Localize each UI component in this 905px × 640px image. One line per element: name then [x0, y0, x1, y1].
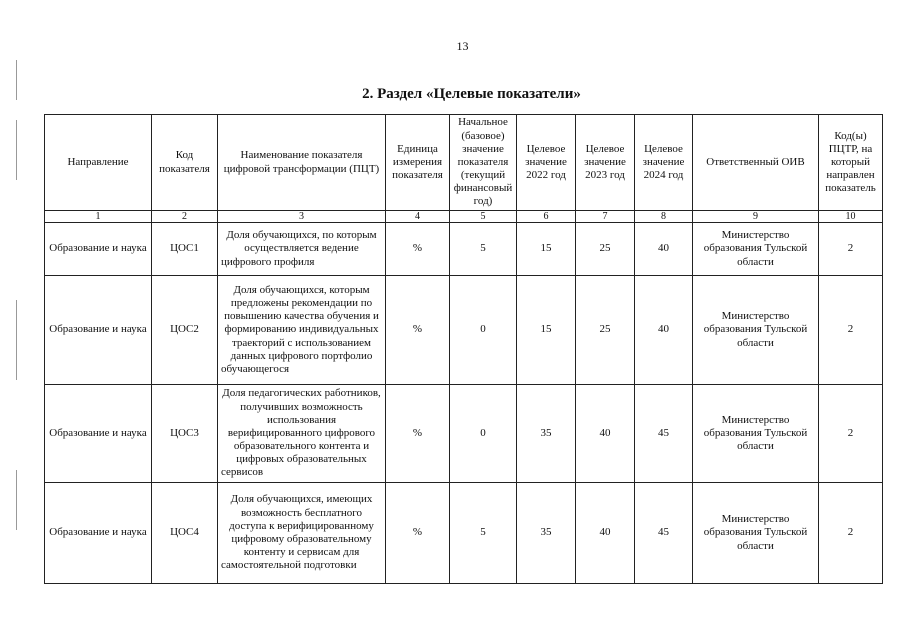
column-number: 10 — [819, 211, 883, 223]
cell-base-value: 0 — [450, 385, 517, 483]
cell-target-2022: 15 — [517, 276, 576, 385]
header-direction: Направление — [45, 115, 152, 211]
cell-indicator-name: Доля педагогических работников, получивших возможность использования верифицированного цифрового образовательного контента и цифровых образовательных сервисов — [218, 385, 386, 483]
column-number: 4 — [386, 211, 450, 223]
cell-unit: % — [386, 385, 450, 483]
cell-code: ЦОС4 — [152, 483, 218, 584]
cell-responsible-oiv: Министерство образования Тульской области — [693, 483, 819, 584]
table-row — [45, 483, 883, 584]
cell-unit: % — [386, 223, 450, 276]
cell-responsible-oiv: Министерство образования Тульской области — [693, 223, 819, 276]
table-row — [45, 223, 883, 276]
column-number: 6 — [517, 211, 576, 223]
cell-target-2022: 15 — [517, 223, 576, 276]
column-number: 3 — [218, 211, 386, 223]
header-target-2022: Целевое значение 2022 год — [517, 115, 576, 211]
cell-code: ЦОС2 — [152, 276, 218, 385]
cell-code: ЦОС1 — [152, 223, 218, 276]
scan-edge-mark — [16, 470, 17, 530]
column-number: 1 — [45, 211, 152, 223]
cell-target-2022: 35 — [517, 385, 576, 483]
table-header-row — [45, 115, 883, 211]
table-row — [45, 276, 883, 385]
header-indicator-name: Наименование показателя цифровой трансформации (ПЦТ) — [218, 115, 386, 211]
cell-target-2023: 25 — [576, 276, 635, 385]
header-pctr-codes: Код(ы) ПЦТР, на который направлен показатель — [819, 115, 883, 211]
header-unit: Единица измерения показателя — [386, 115, 450, 211]
column-number: 7 — [576, 211, 635, 223]
column-number: 8 — [635, 211, 693, 223]
cell-indicator-name: Доля обучающихся, по которым осуществляется ведение цифрового профиля — [218, 223, 386, 276]
cell-indicator-name: Доля обучающихся, имеющих возможность бесплатного доступа к верифицированному цифровому образовательному контенту и сервисам для самостоятельной подготовки — [218, 483, 386, 584]
cell-indicator-name: Доля обучающихся, которым предложены рекомендации по повышению качества обучения и формированию индивидуальных траекторий с использованием данных цифрового портфолио обучающегося — [218, 276, 386, 385]
cell-code: ЦОС3 — [152, 385, 218, 483]
target-indicators-table — [44, 114, 883, 584]
cell-base-value: 0 — [450, 276, 517, 385]
table-row — [45, 385, 883, 483]
column-number: 2 — [152, 211, 218, 223]
cell-target-2024: 45 — [635, 483, 693, 584]
cell-target-2024: 40 — [635, 276, 693, 385]
cell-base-value: 5 — [450, 483, 517, 584]
header-target-2023: Целевое значение 2023 год — [576, 115, 635, 211]
cell-target-2024: 45 — [635, 385, 693, 483]
cell-direction: Образование и наука — [45, 223, 152, 276]
cell-pctr-code: 2 — [819, 276, 883, 385]
cell-target-2022: 35 — [517, 483, 576, 584]
header-code: Код показателя — [152, 115, 218, 211]
cell-target-2023: 40 — [576, 385, 635, 483]
cell-unit: % — [386, 483, 450, 584]
cell-direction: Образование и наука — [45, 276, 152, 385]
cell-direction: Образование и наука — [45, 483, 152, 584]
header-base-value: Начальное (базовое) значение показателя (текущий финансовый год) — [450, 115, 517, 211]
column-number: 5 — [450, 211, 517, 223]
cell-direction: Образование и наука — [45, 385, 152, 483]
page-number: 13 — [456, 39, 469, 53]
cell-target-2023: 25 — [576, 223, 635, 276]
header-responsible-oiv: Ответственный ОИВ — [693, 115, 819, 211]
column-number-row — [45, 211, 883, 223]
header-target-2024: Целевое значение 2024 год — [635, 115, 693, 211]
column-number: 9 — [693, 211, 819, 223]
cell-target-2023: 40 — [576, 483, 635, 584]
cell-pctr-code: 2 — [819, 385, 883, 483]
cell-target-2024: 40 — [635, 223, 693, 276]
scan-edge-mark — [16, 120, 17, 180]
scan-edge-mark — [16, 300, 17, 380]
section-title: 2. Раздел «Целевые показатели» — [362, 86, 581, 102]
cell-unit: % — [386, 276, 450, 385]
cell-responsible-oiv: Министерство образования Тульской области — [693, 276, 819, 385]
cell-pctr-code: 2 — [819, 483, 883, 584]
cell-responsible-oiv: Министерство образования Тульской области — [693, 385, 819, 483]
cell-pctr-code: 2 — [819, 223, 883, 276]
cell-base-value: 5 — [450, 223, 517, 276]
